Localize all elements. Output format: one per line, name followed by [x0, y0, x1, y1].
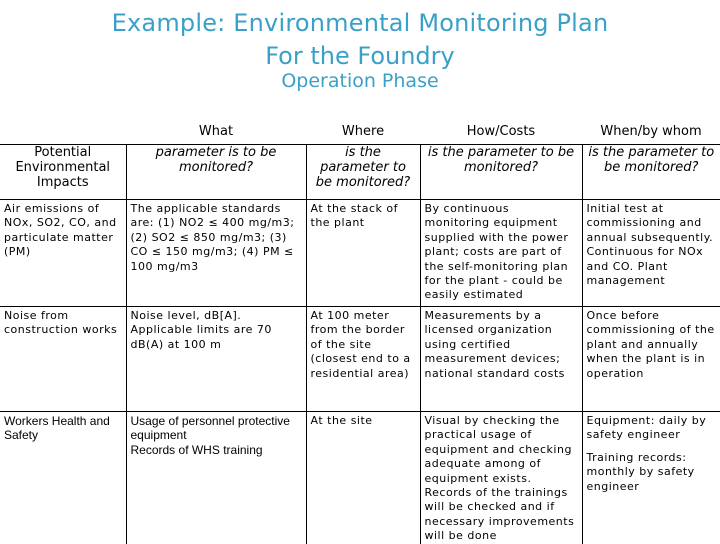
where-cell: At the site	[306, 412, 420, 544]
when-cell: Initial test at commissioning and annual subsequently. Continuous for NOx and CO. Plant management	[582, 200, 720, 307]
impact-cell: Air emissions of NOx, SO2, CO, and particulate matter (PM)	[0, 200, 126, 307]
where-cell: At the stack of the plant	[306, 200, 420, 307]
page-title: Example: Environmental Monitoring Plan	[111, 9, 609, 37]
what-cell	[126, 412, 306, 544]
where-cell: At 100 meter from the border of the site (closest end to a residential area)	[306, 307, 420, 412]
when-line: Training records: monthly by safety engineer	[586, 450, 695, 493]
subheader-how: is the parameter to be monitored?	[420, 145, 582, 200]
how-cell: Measurements by a licensed organization using certified measurement devices; national standard costs	[420, 307, 582, 412]
monitoring-plan-table	[0, 118, 720, 544]
subheader-when: is the parameter to be monitored?	[582, 145, 720, 200]
line-gap	[587, 443, 717, 451]
how-cell: By continuous monitoring equipment supplied with the power plant; costs are part of the self-monitoring plan for the plant - could be easily estimated	[420, 200, 582, 307]
table-subheader-row	[0, 145, 720, 200]
what-cell: Noise level, dB[A]. Applicable limits are 70 dB(A) at 100 m	[126, 307, 306, 412]
header-when-by-whom: When/by whom	[600, 123, 702, 139]
table-row	[0, 412, 720, 544]
what-line: Usage of personnel protective equipment	[130, 414, 290, 443]
header-where: Where	[341, 123, 385, 139]
header-how-costs: How/Costs	[466, 123, 536, 139]
phase-title: Operation Phase	[281, 70, 439, 92]
table-row	[0, 307, 720, 412]
page-subtitle: For the Foundry	[265, 42, 455, 70]
subheader-what: parameter is to be monitored?	[126, 145, 306, 200]
when-cell: Once before commissioning of the plant and annually when the plant is in operation	[582, 307, 720, 412]
when-cell	[582, 412, 720, 544]
what-line: Records of WHS training	[130, 442, 263, 457]
impact-cell: Noise from construction works	[0, 307, 126, 412]
header-what: What	[198, 123, 234, 139]
header-potential-impacts: Potential Environmental Impacts	[0, 145, 126, 200]
subheader-where: is the parameter to be monitored?	[306, 145, 420, 200]
table-row	[0, 200, 720, 307]
table-header-row	[0, 118, 720, 145]
header-cell-empty	[0, 118, 126, 145]
how-cell: Visual by checking the practical usage of equipment and checking adequate among of equipment exists. Records of the trainings will be checked and if necessary improvements will be done	[420, 412, 582, 544]
impact-cell: Workers Health and Safety	[0, 412, 126, 544]
what-cell: The applicable standards are: (1) NO2 ≤ 400 mg/m3; (2) SO2 ≤ 850 mg/m3; (3) CO ≤ 150 mg/m3; (4) PM ≤ 100 mg/m3	[126, 200, 306, 307]
when-line: Equipment: daily by safety engineer	[586, 414, 707, 442]
